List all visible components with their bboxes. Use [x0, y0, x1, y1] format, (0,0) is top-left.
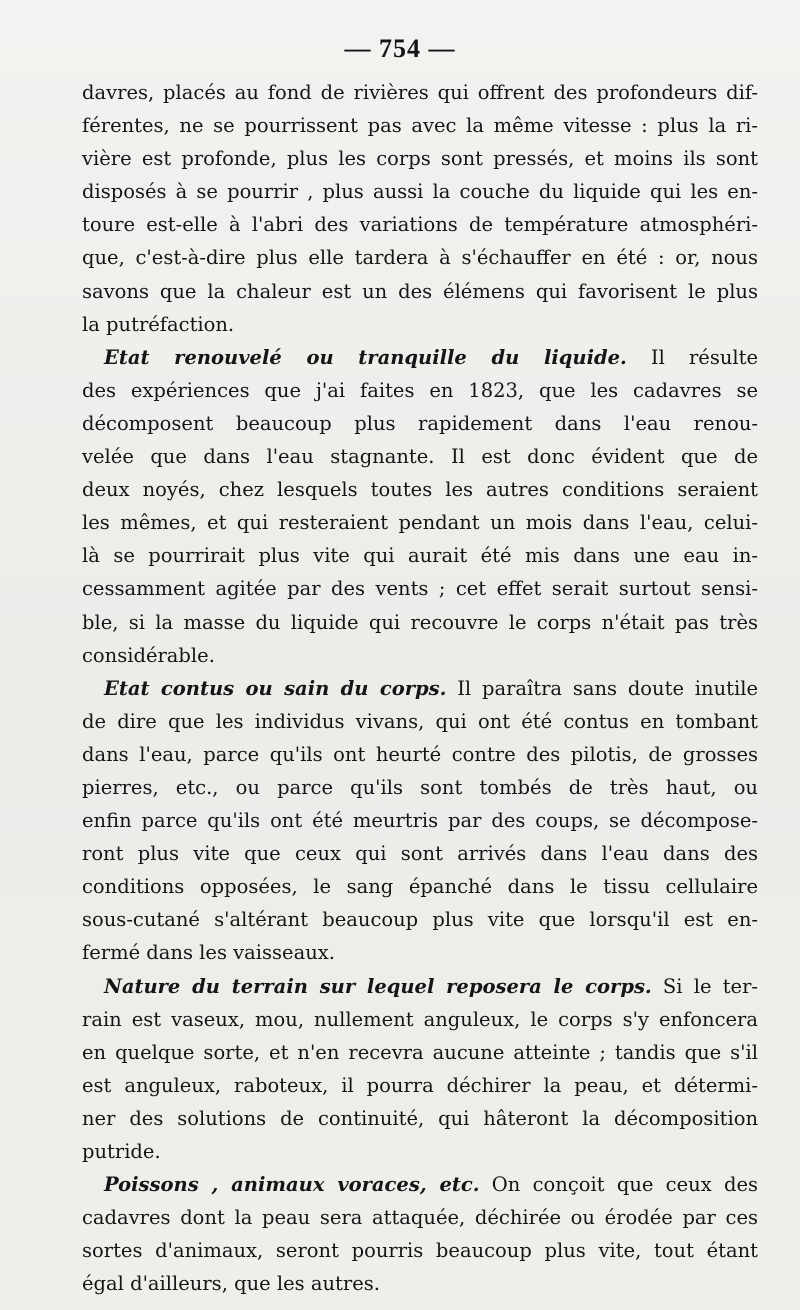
line-text: Si le ter- — [651, 974, 758, 998]
text-line — [82, 374, 758, 407]
page-number: — 754 — — [344, 34, 456, 63]
line-text: putride. — [82, 1140, 161, 1163]
line-text: ner des solutions de continuité, qui hâteront la décomposition — [82, 1106, 758, 1130]
text-line — [82, 1069, 758, 1102]
line-text: conditions opposées, le sang épanché dans le tissu cellulaire — [82, 875, 758, 899]
text-line — [82, 804, 758, 837]
paragraph-heading-line — [82, 970, 758, 1003]
line-text: décomposent beaucoup plus rapidement dans l'eau renou- — [82, 411, 758, 435]
line-text: sortes d'animaux, seront pourris beaucoup plus vite, tout étant — [82, 1239, 758, 1263]
line-text: pierres, etc., ou parce qu'ils sont tombés de très haut, ou — [82, 775, 758, 799]
line-text: de dire que les individus vivans, qui ont été contus en tombant — [82, 709, 758, 733]
line-text: ble, si la masse du liquide qui recouvre le corps n'était pas très — [82, 610, 758, 634]
line-text: On conçoit que ceux des — [479, 1173, 758, 1197]
paragraph-heading-line — [82, 341, 758, 374]
text-line — [82, 1003, 758, 1036]
text-line — [82, 440, 758, 473]
text-line — [82, 109, 758, 142]
section-heading: Nature du terrain sur lequel reposera le corps. — [104, 974, 652, 998]
line-text: davres, placés au fond de rivières qui offrent des profondeurs dif- — [82, 81, 758, 104]
line-text: que, c'est-à-dire plus elle tardera à s'échauffer en été : or, nous — [82, 246, 758, 270]
text-line — [82, 407, 758, 440]
text-line — [82, 308, 758, 341]
line-text: Il paraîtra sans doute inutile — [446, 676, 758, 700]
line-text: en quelque sorte, et n'en recevra aucune atteinte ; tandis que s'il — [82, 1040, 758, 1064]
line-text: dans l'eau, parce qu'ils ont heurté contre des pilotis, de grosses — [82, 742, 758, 766]
text-line — [82, 870, 758, 903]
text-line — [82, 142, 758, 175]
line-text: égal d'ailleurs, que les autres. — [82, 1272, 380, 1296]
paragraph-heading-line — [82, 1168, 758, 1201]
line-text: férentes, ne se pourrissent pas avec la même vitesse : plus la ri- — [82, 114, 758, 138]
text-line — [82, 606, 758, 639]
text-line — [82, 903, 758, 936]
text-line — [82, 837, 758, 870]
line-text: deux noyés, chez lesquels toutes les autres conditions seraient — [82, 478, 758, 502]
text-line — [82, 771, 758, 804]
line-text: velée que dans l'eau stagnante. Il est donc évident que de — [82, 445, 758, 469]
text-line — [82, 1036, 758, 1069]
line-text: est anguleux, raboteux, il pourra déchirer la peau, et détermi- — [82, 1073, 758, 1097]
line-text: Il résulte — [626, 345, 758, 369]
text-line — [82, 1102, 758, 1135]
text-line — [82, 738, 758, 771]
text-line — [82, 1135, 758, 1168]
text-line — [82, 1201, 758, 1234]
text-line — [82, 705, 758, 738]
line-text: ront plus vite que ceux qui sont arrivés dans l'eau dans des — [82, 842, 758, 866]
line-text: fermé dans les vaisseaux. — [82, 941, 335, 965]
line-text: la putréfaction. — [82, 312, 235, 336]
line-text: savons que la chaleur est un des élémens qui favorisent le plus — [82, 279, 758, 303]
text-line — [82, 275, 758, 308]
line-text: enfin parce qu'ils ont été meurtris par des coups, se décompose- — [82, 809, 758, 833]
text-line — [82, 1234, 758, 1267]
line-text: sous-cutané s'altérant beaucoup plus vite que lorsqu'il est en- — [82, 908, 758, 932]
paragraph-heading-line — [82, 672, 758, 705]
section-heading: Etat renouvelé ou tranquille du liquide. — [104, 345, 627, 369]
text-line — [82, 208, 758, 241]
line-text: toure est-elle à l'abri des variations de température atmosphéri- — [82, 213, 758, 237]
line-text: cadavres dont la peau sera attaquée, déchirée ou érodée par ces — [82, 1206, 758, 1230]
line-text: là se pourrirait plus vite qui aurait été mis dans une eau in- — [82, 544, 758, 568]
line-text: cessamment agitée par des vents ; cet effet serait surtout sensi- — [82, 577, 758, 601]
line-text: les mêmes, et qui resteraient pendant un mois dans l'eau, celui- — [82, 511, 758, 535]
text-line — [82, 76, 758, 109]
section-heading: Poissons , animaux voraces, etc. — [104, 1173, 480, 1197]
section-heading: Etat contus ou sain du corps. — [104, 676, 447, 700]
text-line — [82, 639, 758, 672]
text-line — [82, 175, 758, 208]
line-text: rain est vaseux, mou, nullement anguleux, le corps s'y enfoncera — [82, 1007, 758, 1031]
text-line — [82, 539, 758, 572]
text-line — [82, 936, 758, 969]
body-text — [82, 76, 758, 1300]
text-line — [82, 572, 758, 605]
line-text: disposés à se pourrir , plus aussi la couche du liquide qui les en- — [82, 180, 758, 204]
text-line — [82, 1267, 758, 1300]
text-line — [82, 506, 758, 539]
line-text: des expériences que j'ai faites en 1823, que les cadavres se — [82, 378, 758, 402]
line-text: vière est profonde, plus les corps sont pressés, et moins ils sont — [82, 147, 758, 171]
text-line — [82, 241, 758, 274]
line-text: considérable. — [82, 643, 215, 667]
text-line — [82, 473, 758, 506]
